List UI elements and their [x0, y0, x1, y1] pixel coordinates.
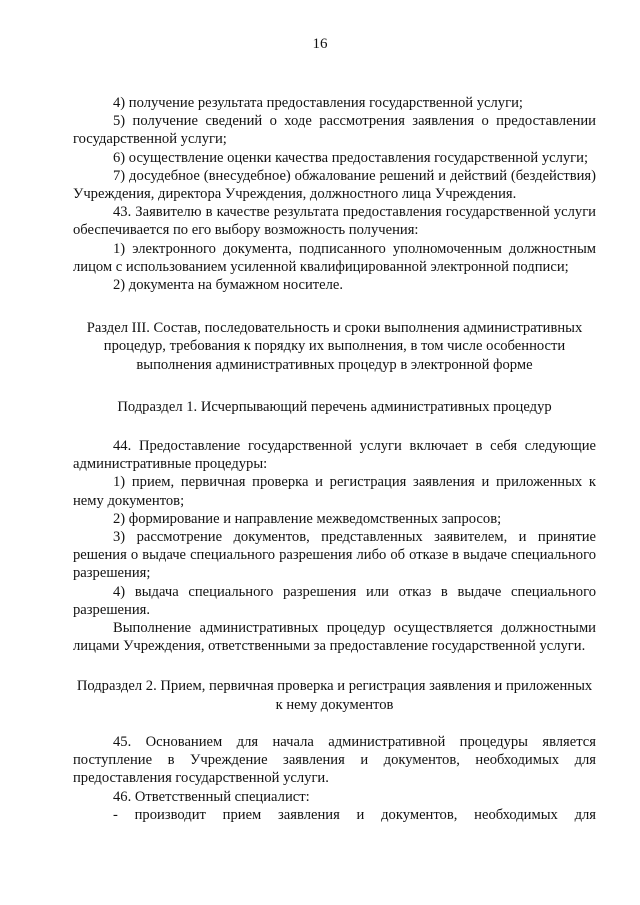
subsection-1-heading: Подраздел 1. Исчерпывающий перечень административных процедур — [117, 398, 552, 415]
list-item: 5) получение сведений о ходе рассмотрения заявления о предоставлении государственной услуги; — [73, 113, 596, 148]
paragraph-45: 45. Основанием для начала административной процедуры является поступление в Учреждение заявления и документов, необходимых для предоставления государственной услуги. — [73, 733, 596, 787]
paragraph: Выполнение административных процедур осуществляется должностными лицами Учреждения, ответственными за предоставление государственной услуги. — [73, 620, 596, 655]
list-item: 3) рассмотрение документов, представленных заявителем, и принятие решения о выдаче специального разрешения либо об отказе в выдаче специального разрешения; — [73, 529, 596, 582]
list-item: 1) прием, первичная проверка и регистрация заявления и приложенных к нему документов; — [73, 474, 596, 509]
list-item: 6) осуществление оценки качества предоставления государственной услуги; — [113, 149, 589, 166]
list-item: 1) электронного документа, подписанного уполномоченным должностным лицом с использованием усиленной квалифицированной электронной подписи; — [73, 240, 596, 275]
list-item: 4) выдача специального разрешения или отказ в выдаче специального разрешения. — [73, 583, 596, 618]
list-item: - производит прием заявления и документов, необходимых для — [113, 806, 596, 823]
paragraph-43: 43. Заявителю в качестве результата предоставления государственной услуги обеспечивается по его выбору возможность получения: — [73, 204, 596, 239]
list-item: 4) получение результата предоставления государственной услуги; — [113, 95, 523, 111]
document-body — [73, 94, 596, 824]
page-number: 16 — [312, 36, 328, 52]
paragraph-44: 44. Предоставление государственной услуги включает в себя следующие административные процедуры: — [73, 438, 596, 473]
list-item: 2) формирование и направление межведомственных запросов; — [113, 510, 502, 527]
subsection-2-heading: Подраздел 2. Прием, первичная проверка и регистрация заявления и приложенных к нему документов — [76, 678, 593, 713]
section-heading: Раздел III. Состав, последовательность и сроки выполнения административных процедур, требования к порядку их выполнения, в том числе особенности выполнения административных процедур в электронной форме — [86, 320, 583, 373]
paragraph-46: 46. Ответственный специалист: — [113, 788, 310, 805]
list-item: 2) документа на бумажном носителе. — [113, 277, 344, 294]
list-item: 7) досудебное (внесудебное) обжалование решений и действий (бездействия) Учреждения, директора Учреждения, должностного лица Учреждения. — [73, 167, 596, 203]
